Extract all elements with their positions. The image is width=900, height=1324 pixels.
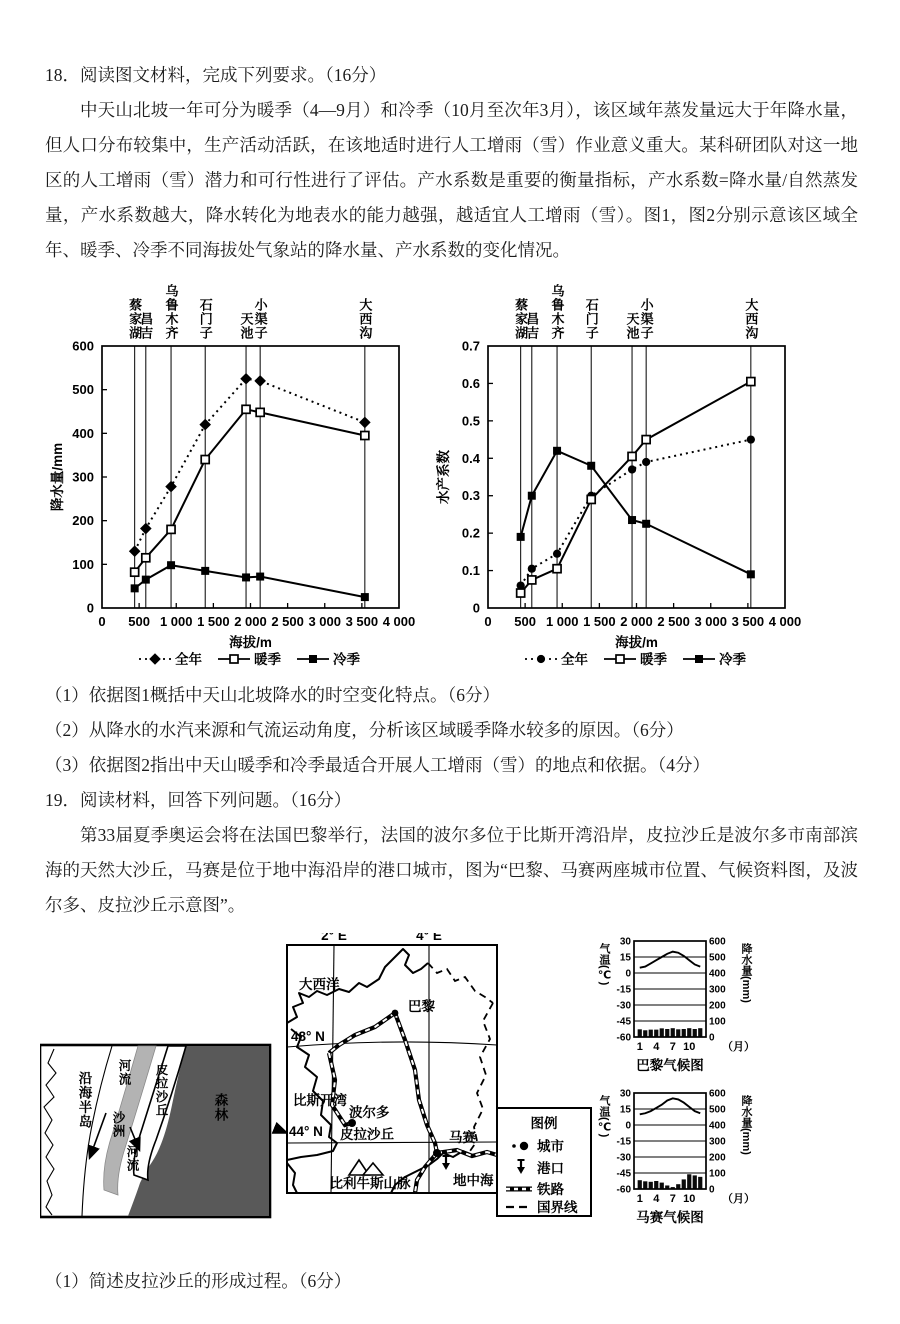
marker-circle xyxy=(642,458,650,466)
month-unit-label: （月） xyxy=(722,1193,755,1205)
temp-tick-label: -45 xyxy=(616,1016,631,1028)
station-label: 乌鲁木齐 xyxy=(549,284,565,340)
x-tick-label: 3 500 xyxy=(345,614,379,629)
legend-label: 暖季 xyxy=(640,652,667,667)
y-tick-label: 0.4 xyxy=(461,450,480,466)
temp-tick-label: -45 xyxy=(616,1168,631,1180)
legend-port-label: 港口 xyxy=(537,1161,564,1176)
precip-bar xyxy=(665,1029,669,1037)
y-tick-label: 0.5 xyxy=(461,413,480,429)
atlantic-label: 大西洋 xyxy=(299,977,340,992)
legend-city-label: 城市 xyxy=(537,1139,564,1154)
marker-square-open xyxy=(642,436,650,444)
marseille-climate-chart xyxy=(598,1089,755,1226)
temp-tick-label: -30 xyxy=(616,1000,631,1012)
precip-axis-label: 降水量(mm) xyxy=(740,943,752,1003)
legend-label: 暖季 xyxy=(254,652,281,667)
marker-square-filled xyxy=(553,447,561,455)
marker-square-filled xyxy=(142,576,150,584)
series-暖季 xyxy=(521,382,751,593)
q18-sub3: （3）依据图2指出中天山暖季和冷季最适合开展人工增雨（雪）的地点和依据。（4分） xyxy=(45,755,710,775)
station-label: 石门子 xyxy=(197,298,213,340)
precip-tick-label: 0 xyxy=(709,1032,715,1044)
marker-square-filled xyxy=(628,516,636,524)
precip-tick-label: 0 xyxy=(709,1184,715,1196)
station-label: 小渠子 xyxy=(638,298,654,340)
precip-bar xyxy=(660,1028,664,1037)
temp-tick-label: -15 xyxy=(616,1136,631,1148)
q18-intro: 中天山北坡一年可分为暖季（4—9月）和冷季（10月至次年3月），该区域年蒸发量远大于年降水量，但人口分布较集中，生产活动活跃，在该地适时进行人工增雨（雪）作业意义重大。某科研团队对这一地区的人工增雨（雪）潜力和可行性进行了评估。产水系数是重要的衡量指标，产水系数=降水量/自然蒸发量，产水系数越大，降水转化为地表水的能力越强，越适宜人工增雨（雪）。图1，图2分别示意该区域全年、暖季、冷季不同海拔处气象站的降水量、产水系数的变化情况。 xyxy=(45,100,858,260)
paris-climate-chart xyxy=(598,937,755,1074)
peninsula-label: 沿海半岛 xyxy=(76,1071,92,1129)
x-axis-label: 海拔/m xyxy=(615,635,658,650)
bordeaux-city-dot xyxy=(348,1119,356,1127)
month-tick-label: 4 xyxy=(653,1193,660,1205)
marker-diamond xyxy=(140,523,152,535)
legend-border-label: 国界线 xyxy=(537,1200,578,1215)
precip-tick-label: 300 xyxy=(709,1136,726,1148)
marker-circle xyxy=(537,655,545,663)
month-tick-label: 10 xyxy=(683,1041,696,1053)
precip-tick-label: 500 xyxy=(709,952,726,964)
lat-label-44n: 44° N xyxy=(289,1124,323,1139)
precip-bar xyxy=(638,1180,642,1189)
precip-tick-label: 600 xyxy=(709,936,726,948)
france-map xyxy=(287,933,497,1193)
marker-diamond xyxy=(240,373,252,385)
marker-square-open xyxy=(142,554,150,562)
y-tick-label: 0.2 xyxy=(461,525,480,541)
marker-square-open xyxy=(361,432,369,440)
precip-bar xyxy=(654,1030,658,1037)
temp-axis-label: 气温(℃) xyxy=(598,943,610,986)
marker-square-filled xyxy=(695,655,703,663)
marker-square-filled xyxy=(201,567,209,575)
legend-title: 图例 xyxy=(530,1116,558,1131)
marker-square-open xyxy=(628,452,636,460)
marker-square-filled xyxy=(747,570,755,578)
month-tick-label: 7 xyxy=(669,1193,676,1205)
marker-square-filled xyxy=(242,573,250,581)
precip-bar xyxy=(682,1179,686,1189)
precip-bar xyxy=(687,1028,691,1037)
y-axis-label: 水产系数 xyxy=(436,450,451,504)
marker-square-filled xyxy=(256,573,264,581)
lon-label-2e: 2° E xyxy=(321,933,347,943)
marker-square-open xyxy=(616,655,624,663)
temp-tick-label: 15 xyxy=(619,952,631,964)
marker-diamond xyxy=(359,417,371,429)
y-tick-label: 0.3 xyxy=(461,488,480,504)
forest-label: 森林 xyxy=(212,1093,228,1122)
q19-intro: 第33届夏季奥运会将在法国巴黎举行，法国的波尔多位于比斯开湾沿岸，皮拉沙丘是波尔多市南部滨海的天然大沙丘，马赛是位于地中海沿岸的港口城市，图为“巴黎、马赛两座城市位置、气候资料图，及波尔多、皮拉沙丘示意图”。 xyxy=(45,825,858,915)
temp-tick-label: 0 xyxy=(625,1120,631,1132)
precip-axis-label: 降水量(mm) xyxy=(740,1095,752,1155)
y-tick-label: 0.1 xyxy=(461,563,480,579)
station-label: 大西沟 xyxy=(743,298,759,340)
marker-square-filled xyxy=(587,462,595,470)
legend-label: 冷季 xyxy=(333,652,360,667)
precip-tick-label: 200 xyxy=(709,1152,726,1164)
legend-label: 全年 xyxy=(561,652,588,667)
x-tick-label: 1 500 xyxy=(583,614,616,629)
temp-curve xyxy=(640,1098,701,1114)
month-tick-label: 10 xyxy=(683,1193,696,1205)
marker-diamond xyxy=(129,545,141,557)
marker-circle xyxy=(528,565,536,573)
marker-square-open xyxy=(230,655,238,663)
marker-square-open xyxy=(167,525,175,533)
y-tick-label: 0.7 xyxy=(461,338,480,354)
marker-square-filled xyxy=(309,655,317,663)
q18-sub2: （2）从降水的水汽来源和气流运动角度，分析该区域暖季降水较多的原因。（6分） xyxy=(45,720,684,740)
x-tick-label: 0 xyxy=(98,614,106,629)
precip-bar xyxy=(643,1181,647,1189)
marker-square-filled xyxy=(167,561,175,569)
precip-bar xyxy=(649,1030,653,1037)
city-icon xyxy=(520,1142,528,1150)
marker-square-filled xyxy=(528,492,536,500)
y-tick-label: 600 xyxy=(72,338,94,354)
station-label: 蔡家湖 xyxy=(513,298,529,340)
y-tick-label: 500 xyxy=(72,382,94,398)
y-tick-label: 400 xyxy=(72,425,94,441)
marker-square-open xyxy=(528,576,536,584)
temp-tick-label: 30 xyxy=(619,936,631,948)
x-axis-label: 海拔/m xyxy=(229,635,272,650)
precip-tick-label: 200 xyxy=(709,1000,726,1012)
city-icon-small xyxy=(512,1144,516,1148)
month-tick-label: 4 xyxy=(653,1041,660,1053)
precip-bar xyxy=(693,1175,697,1189)
paris-city-dot xyxy=(392,1010,399,1017)
station-label: 天池 xyxy=(624,312,640,340)
marker-square-open xyxy=(747,378,755,386)
temp-tick-label: 30 xyxy=(619,1088,631,1100)
temp-axis-label: 气温(℃) xyxy=(598,1095,610,1138)
station-label: 乌鲁木齐 xyxy=(163,284,179,340)
x-tick-label: 0 xyxy=(484,614,492,629)
precip-bar xyxy=(676,1029,680,1037)
y-tick-label: 0.6 xyxy=(461,375,480,391)
river-mid-label: 河流 xyxy=(125,1145,139,1172)
month-tick-label: 1 xyxy=(636,1041,643,1053)
station-label: 小渠子 xyxy=(252,298,268,340)
x-tick-label: 3 000 xyxy=(694,614,728,629)
temp-tick-label: 15 xyxy=(619,1104,631,1116)
chart-precipitation-by-elevation xyxy=(47,278,427,676)
temp-tick-label: -60 xyxy=(616,1032,631,1044)
marker-circle xyxy=(747,435,755,443)
marker-diamond xyxy=(254,375,266,387)
pyrenees-label: 比利牛斯山脉 xyxy=(329,1176,411,1191)
marker-square-filled xyxy=(517,533,525,541)
x-tick-label: 3 500 xyxy=(731,614,765,629)
legend-railway-label: 铁路 xyxy=(537,1182,564,1197)
precip-tick-label: 100 xyxy=(709,1168,726,1180)
station-label: 天池 xyxy=(238,312,254,340)
marseille-city-dot xyxy=(433,1149,441,1157)
x-tick-label: 1 000 xyxy=(159,614,193,629)
x-tick-label: 2 000 xyxy=(234,614,267,629)
x-tick-label: 500 xyxy=(128,614,150,629)
month-unit-label: （月） xyxy=(722,1041,755,1053)
month-tick-label: 7 xyxy=(669,1041,676,1053)
y-tick-label: 0 xyxy=(472,600,480,616)
biscay-label: 比斯开湾 xyxy=(293,1093,347,1108)
precip-tick-label: 400 xyxy=(709,968,726,980)
climate-chart-title: 马赛气候图 xyxy=(636,1210,704,1225)
marker-diamond xyxy=(149,653,161,665)
pilat-dune-label: 皮拉沙丘 xyxy=(154,1063,168,1117)
legend-label: 全年 xyxy=(175,652,202,667)
x-tick-label: 3 000 xyxy=(308,614,342,629)
marker-square-open xyxy=(553,565,561,573)
marker-circle xyxy=(553,550,561,558)
marker-square-open xyxy=(517,589,525,597)
x-tick-label: 2 000 xyxy=(620,614,653,629)
precip-bar xyxy=(643,1030,647,1037)
x-tick-label: 1 000 xyxy=(545,614,579,629)
q18-sub1: （1）依据图1概括中天山北坡降水的时空变化特点。（6分） xyxy=(45,685,500,705)
marseille-label: 马赛 xyxy=(449,1130,476,1145)
x-tick-label: 1 500 xyxy=(197,614,230,629)
temp-tick-label: -15 xyxy=(616,984,631,996)
precip-tick-label: 100 xyxy=(709,1016,726,1028)
marker-square-filled xyxy=(131,584,139,592)
pilat-dune-inset-map xyxy=(40,1045,270,1217)
precip-tick-label: 400 xyxy=(709,1120,726,1132)
station-label: 昌吉 xyxy=(524,312,540,340)
temp-curve xyxy=(640,952,701,968)
marker-square-filled xyxy=(642,520,650,528)
y-tick-label: 300 xyxy=(72,469,94,485)
station-label: 石门子 xyxy=(583,298,599,340)
station-label: 蔡家湖 xyxy=(127,298,143,340)
y-axis-label: 降水量/mm xyxy=(50,442,65,512)
station-label: 大西沟 xyxy=(357,298,373,340)
marker-circle xyxy=(628,465,636,473)
marker-square-open xyxy=(201,456,209,464)
series-全年 xyxy=(521,440,751,586)
precip-tick-label: 500 xyxy=(709,1104,726,1116)
precip-bar xyxy=(654,1181,658,1189)
sandbar-label: 沙洲 xyxy=(111,1111,125,1138)
y-tick-label: 0 xyxy=(86,600,94,616)
lon-label-4e: 4° E xyxy=(416,933,442,943)
marker-square-open xyxy=(242,405,250,413)
marker-square-open xyxy=(131,568,139,576)
q18-heading: 18．阅读图文材料，完成下列要求。（16分） xyxy=(45,65,387,85)
x-tick-label: 500 xyxy=(514,614,536,629)
mediterranean-label: 地中海 xyxy=(453,1173,494,1188)
pilat-label: 皮拉沙丘 xyxy=(340,1127,394,1142)
precip-bar xyxy=(649,1182,653,1189)
q19-heading: 19．阅读材料，回答下列问题。（16分） xyxy=(45,790,352,810)
map-legend-box xyxy=(497,1108,591,1216)
precip-bar xyxy=(698,1177,702,1189)
precip-tick-label: 300 xyxy=(709,984,726,996)
precip-tick-label: 600 xyxy=(709,1088,726,1100)
precip-bar xyxy=(698,1028,702,1037)
temp-tick-label: 0 xyxy=(625,968,631,980)
x-tick-label: 2 500 xyxy=(271,614,304,629)
figure-france-maps xyxy=(40,933,858,1260)
temp-tick-label: -30 xyxy=(616,1152,631,1164)
month-tick-label: 1 xyxy=(636,1193,643,1205)
precip-bar xyxy=(671,1028,675,1037)
y-tick-label: 100 xyxy=(72,556,94,572)
bordeaux-label: 波尔多 xyxy=(349,1105,390,1120)
legend-label: 冷季 xyxy=(719,652,746,667)
station-label: 昌吉 xyxy=(138,312,154,340)
y-tick-label: 200 xyxy=(72,513,94,529)
paris-label: 巴黎 xyxy=(408,999,435,1014)
precip-bar xyxy=(687,1174,691,1189)
x-tick-label: 4 000 xyxy=(768,614,802,629)
climate-chart-title: 巴黎气候图 xyxy=(636,1058,704,1073)
precip-bar xyxy=(682,1029,686,1037)
figure-1-2 xyxy=(47,278,858,676)
marker-square-filled xyxy=(361,593,369,601)
precip-bar xyxy=(693,1029,697,1037)
marker-square-open xyxy=(256,408,264,416)
marker-diamond xyxy=(165,481,177,493)
river-top-label: 河流 xyxy=(117,1059,131,1086)
marker-square-open xyxy=(587,495,595,503)
plot-border xyxy=(102,346,399,608)
x-tick-label: 2 500 xyxy=(657,614,690,629)
precip-bar xyxy=(638,1029,642,1037)
chart-water-yield-coefficient xyxy=(433,278,813,676)
lat-label-48n: 48° N xyxy=(291,1029,325,1044)
france-figure-svg xyxy=(40,933,870,1255)
q19-sub1: （1）简述皮拉沙丘的形成过程。（6分） xyxy=(45,1271,352,1291)
temp-tick-label: -60 xyxy=(616,1184,631,1196)
precip-bar xyxy=(660,1183,664,1189)
series-暖季 xyxy=(135,409,365,572)
x-tick-label: 4 000 xyxy=(382,614,416,629)
